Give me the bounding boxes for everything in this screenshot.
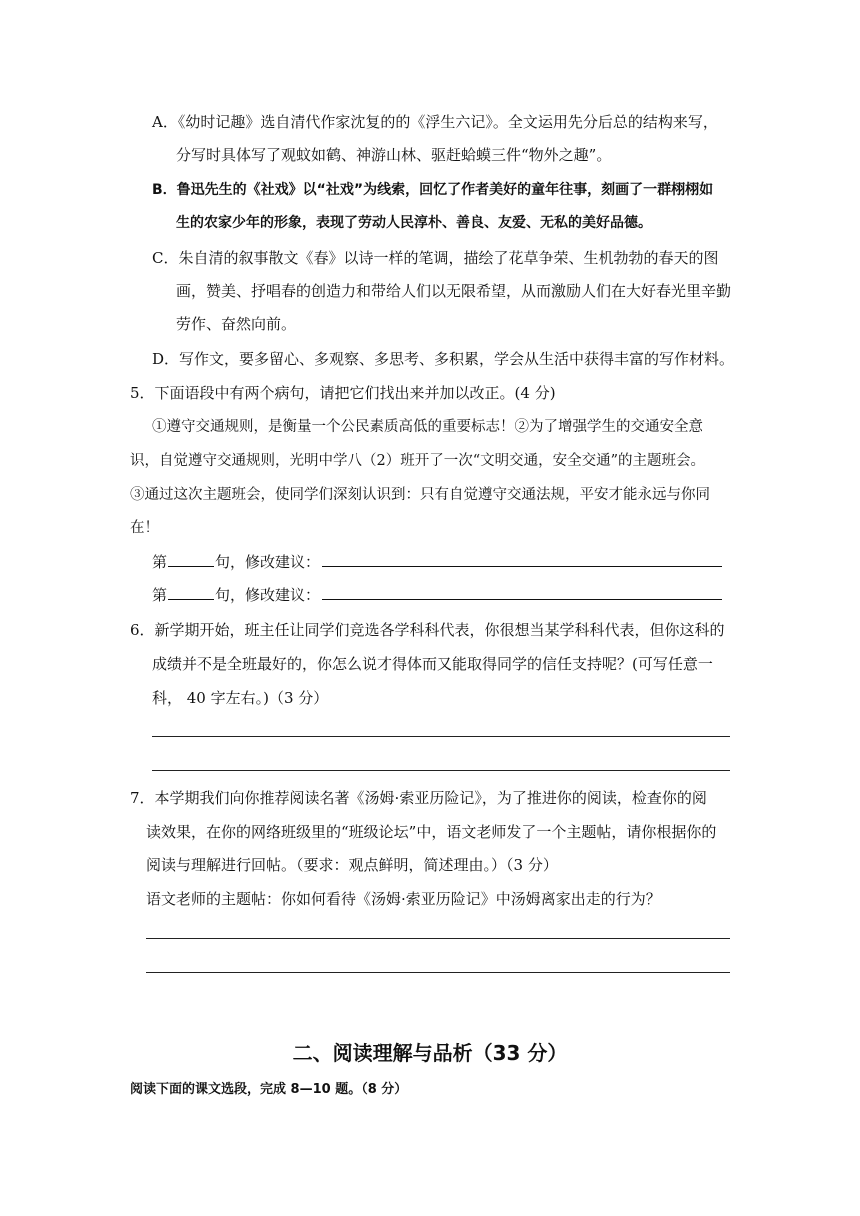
q5-passage-line-2: 识，自觉遵守交通规则，光明中学八（2）班开了一次“文明交通，安全交通”的主题班会。 xyxy=(130,453,706,469)
fill-prefix: 第 xyxy=(152,586,168,604)
revision-answer-line[interactable] xyxy=(322,552,722,567)
q5-passage-line-4: 在！ xyxy=(130,520,159,536)
section-heading: 二、阅读理解与品析（33 分） xyxy=(292,1041,568,1065)
q7-line-1: 7．本学期我们向你推荐阅读名著《汤姆·索亚历险记》，为了推进你的阅读，检查你的阅 xyxy=(130,789,707,807)
option-b-line-1: B．鲁迅先生的《社戏》以“社戏”为线索，回忆了作者美好的童年往事，刻画了一群栩栩如 xyxy=(152,182,714,198)
option-c-line-1: C．朱自清的叙事散文《春》以诗一样的笔调，描绘了花草争荣、生机勃勃的春天的图 xyxy=(152,249,719,267)
option-a-line-2: 分写时具体写了观蚊如鹤、神游山林、驱赶蛤蟆三件“物外之趣”。 xyxy=(176,146,612,164)
sentence-number-blank[interactable] xyxy=(168,552,214,567)
q7-answer-line-2[interactable] xyxy=(146,972,730,973)
revision-answer-line[interactable] xyxy=(322,585,722,600)
q7-line-3: 阅读与理解进行回帖。（要求：观点鲜明，简述理由。）（3 分） xyxy=(146,856,558,874)
option-c-line-2: 画，赞美、抒唱春的创造力和带给人们以无限希望，从而激励人们在大好春光里辛勤 xyxy=(176,282,732,300)
option-d-line-1: D．写作文，要多留心、多观察、多思考、多积累，学会从生活中获得丰富的写作材料。 xyxy=(152,350,735,368)
q5-answer-row-1[interactable] xyxy=(152,552,722,572)
fill-prefix: 第 xyxy=(152,553,168,571)
q5-answer-row-2[interactable] xyxy=(152,585,722,605)
fill-suffix: 句，修改建议： xyxy=(215,586,321,604)
q6-answer-line-2[interactable] xyxy=(152,770,730,771)
q5-passage-line-3: ③通过这次主题班会，使同学们深刻认识到：只有自觉遵守交通法规，平安才能永远与你同 xyxy=(130,487,710,503)
option-b-line-2: 生的农家少年的形象，表现了劳动人民淳朴、善良、友爱、无私的美好品德。 xyxy=(176,215,652,231)
q5-stem: 5．下面语段中有两个病句，请把它们找出来并加以改正。(4 分) xyxy=(130,384,556,402)
q7-line-2: 读效果，在你的网络班级里的“班级论坛”中，语文老师发了一个主题帖，请你根据你的 xyxy=(146,823,717,841)
q6-answer-line-1[interactable] xyxy=(152,736,730,737)
q6-line-2: 成绩并不是全班最好的，你怎么说才得体而又能取得同学的信任支持呢？(可写任意一 xyxy=(152,655,713,673)
fill-suffix: 句，修改建议： xyxy=(215,553,321,571)
option-a-line-1: A．《幼时记趣》选自清代作家沈复的的《浮生六记》。全文运用先分后总的结构来写， xyxy=(152,113,718,131)
sentence-number-blank[interactable] xyxy=(168,585,214,600)
q7-answer-line-1[interactable] xyxy=(146,938,730,939)
q6-line-1: 6．新学期开始，班主任让同学们竞选各学科科代表，你很想当某学科科代表，但你这科的 xyxy=(130,621,725,639)
q7-line-4: 语文老师的主题帖：你如何看待《汤姆·索亚历险记》中汤姆离家出走的行为？ xyxy=(146,890,661,908)
q5-passage-line-1: ①遵守交通规则，是衡量一个公民素质高低的重要标志！②为了增强学生的交通安全意 xyxy=(152,419,703,435)
section-instruction: 阅读下面的课文选段，完成 8—10 题。（8 分） xyxy=(130,1082,408,1097)
option-c-line-3: 劳作、奋然向前。 xyxy=(176,315,297,333)
q6-line-3: 科， 40 字左右。)（3 分） xyxy=(152,689,329,707)
